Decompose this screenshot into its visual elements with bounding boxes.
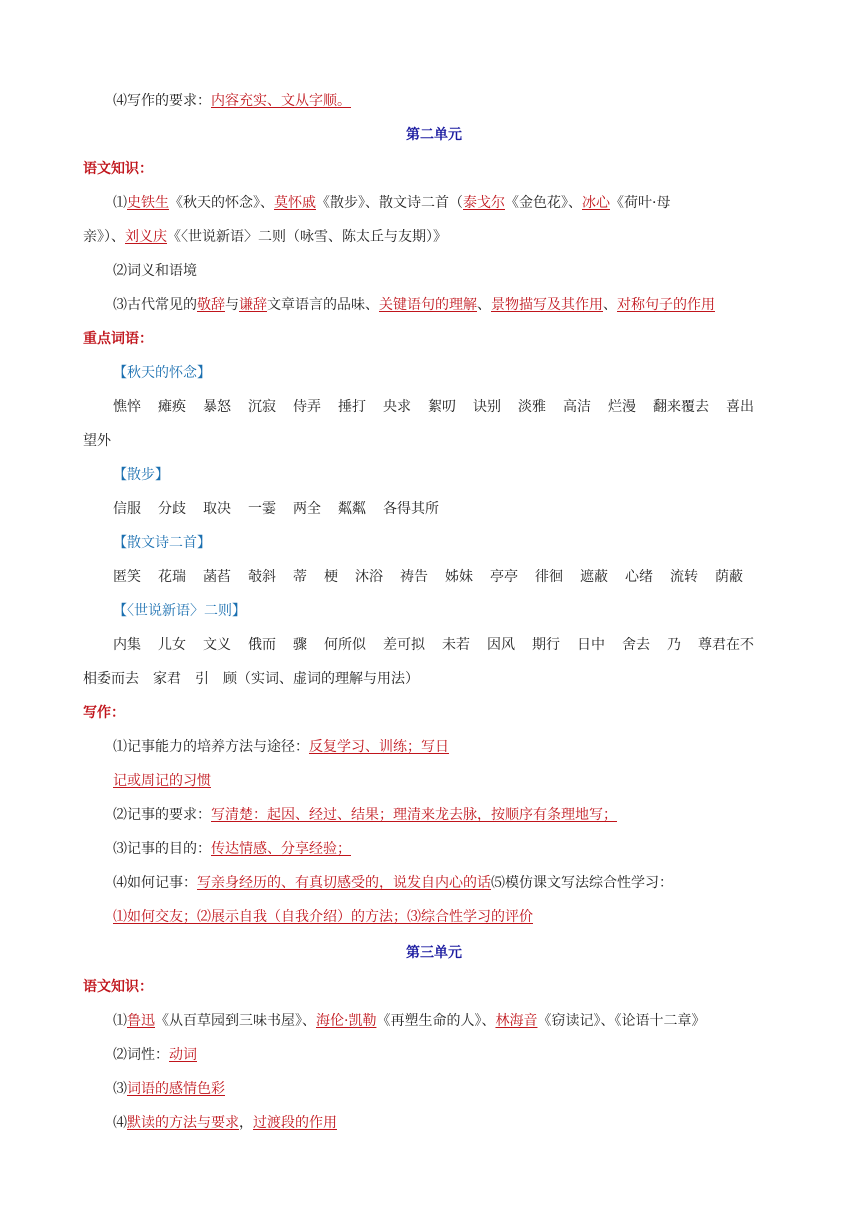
lesson-sanwenshi-words: 匿笑 花瑞 菡萏 攲斜 蒂 梗 沐浴 祷告 姊妹 亭亭 徘徊 遮蔽 心绪 流转 荫蔽	[113, 569, 743, 585]
lesson-qiutian-title: 【秋天的怀念】	[113, 365, 211, 381]
lesson-shishuo-words: 内集 儿女 文义 俄而 骤 何所似 差可拟 未若 因风 期行 日中 舍去 乃 尊君在不	[113, 637, 754, 653]
unit2-knowledge-heading: 语文知识：	[83, 161, 153, 177]
unit3-knowledge-item3: ⑶词语的感情色彩	[113, 1081, 225, 1097]
unit3-title: 第三单元	[406, 945, 462, 961]
unit3-knowledge-item2: ⑵词性：动词	[113, 1047, 197, 1063]
unit3-knowledge-heading: 语文知识：	[83, 979, 153, 995]
unit2-writing-heading: 写作：	[83, 705, 125, 721]
unit2-title: 第二单元	[406, 127, 462, 143]
lesson-qiutian-words-cont: 望外	[83, 433, 111, 449]
unit2-knowledge-item1-cont: 亲》）、刘义庆《〈世说新语〉二则（咏雪、陈太丘与友期）》	[83, 229, 447, 245]
writing-item3: ⑶记事的目的：传达情感、分享经验；	[113, 841, 351, 857]
unit2-knowledge-item2: ⑵词义和语境	[113, 263, 197, 279]
lesson-sanwenshi-title: 【散文诗二首】	[113, 535, 211, 551]
writing-item2: ⑵记事的要求：写清楚：起因、经过、结果；理清来龙去脉，按顺序有条理地写；	[113, 807, 617, 823]
lesson-sanbu-title: 【散步】	[113, 467, 169, 483]
lesson-shishuo-words-cont: 相委而去 家君 引 顾（实词、虚词的理解与用法）	[83, 671, 419, 687]
lesson-shishuo-title: 【〈世说新语〉二则】	[113, 603, 246, 619]
writing-item5-answer: ⑴如何交友；⑵展示自我（自我介绍）的方法；⑶综合性学习的评价	[113, 909, 533, 925]
writing-item1-cont: 记或周记的习惯	[113, 773, 211, 789]
u1-writing-requirement: ⑷写作的要求：内容充实、文从字顺。	[113, 93, 351, 109]
unit2-knowledge-item1: ⑴史铁生《秋天的怀念》、莫怀戚《散步》、散文诗二首（泰戈尔《金色花》、冰心《荷叶·母	[113, 195, 671, 211]
writing-item1: ⑴记事能力的培养方法与途径：反复学习、训练；写日	[113, 739, 449, 755]
writing-item4: ⑷如何记事：写亲身经历的、有真切感受的，说发自内心的话⑸模仿课文写法综合性学习：	[113, 875, 673, 891]
unit2-vocab-heading: 重点词语：	[83, 331, 153, 347]
unit3-knowledge-item1: ⑴鲁迅《从百草园到三味书屋》、海伦·凯勒《再塑生命的人》、林海音《窃读记》、《论语十二章》	[113, 1013, 706, 1029]
unit3-knowledge-item4: ⑷默读的方法与要求，过渡段的作用	[113, 1115, 337, 1131]
lesson-sanbu-words: 信服 分歧 取决 一霎 两全 粼粼 各得其所	[113, 501, 439, 517]
lesson-qiutian-words: 憔悴 瘫痪 暴怒 沉寂 侍弄 捶打 央求 絮叨 诀别 淡雅 高洁 烂漫 翻来覆去 喜出	[113, 399, 754, 415]
unit2-knowledge-item3: ⑶古代常见的敬辞与谦辞文章语言的品味、关键语句的理解、景物描写及其作用、对称句子的作用	[113, 297, 715, 313]
